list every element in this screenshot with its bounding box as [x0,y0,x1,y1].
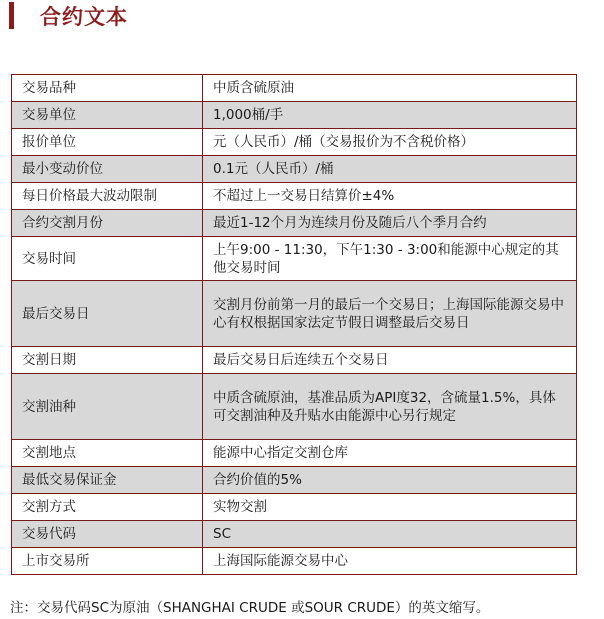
table-row [12,347,577,374]
table-row [12,467,577,494]
table-row [12,183,577,210]
row-label: 交易代码 [12,521,203,548]
page-title: 合约文本 [40,5,128,29]
footnote: 注：交易代码SC为原油（SHANGHAI CRUDE 或SOUR CRUDE）的英文缩写。 [10,600,490,616]
row-value: 最后交易日后连续五个交易日 [203,347,577,374]
table-row [12,440,577,467]
table-row [12,237,577,281]
row-value: 上午9:00 - 11:30，下午1:30 - 3:00和能源中心规定的其他交易时间 [203,237,577,281]
row-value: 0.1元（人民币）/桶 [203,156,577,183]
row-label: 最后交易日 [12,281,203,347]
row-label: 报价单位 [12,129,203,156]
row-value: 交割月份前第一月的最后一个交易日；上海国际能源交易中心有权根据国家法定节假日调整最后交易日 [203,281,577,347]
table-row [12,494,577,521]
contract-spec-table [11,74,577,575]
row-label: 合约交割月份 [12,210,203,237]
row-label: 交易单位 [12,102,203,129]
row-value: 能源中心指定交割仓库 [203,440,577,467]
table-row [12,548,577,575]
row-value: 上海国际能源交易中心 [203,548,577,575]
row-label: 交割日期 [12,347,203,374]
row-label: 上市交易所 [12,548,203,575]
row-value: 中质含硫原油 [203,75,577,102]
row-label: 交割方式 [12,494,203,521]
row-value: SC [203,521,577,548]
table-row [12,129,577,156]
table-row [12,102,577,129]
row-label: 交割地点 [12,440,203,467]
row-label: 最小变动价位 [12,156,203,183]
row-label: 每日价格最大波动限制 [12,183,203,210]
table-row [12,281,577,347]
row-label: 最低交易保证金 [12,467,203,494]
row-label: 交易品种 [12,75,203,102]
title-accent-bar [9,2,14,29]
row-value: 1,000桶/手 [203,102,577,129]
row-value: 实物交割 [203,494,577,521]
row-value: 最近1-12个月为连续月份及随后八个季月合约 [203,210,577,237]
row-value: 不超过上一交易日结算价±4% [203,183,577,210]
table-row [12,156,577,183]
row-label: 交割油种 [12,374,203,440]
table-row [12,374,577,440]
row-value: 中质含硫原油，基准品质为API度32，含硫量1.5%，具体可交割油种及升贴水由能源中心另行规定 [203,374,577,440]
table-row [12,521,577,548]
table-row [12,75,577,102]
row-label: 交易时间 [12,237,203,281]
row-value: 元（人民币）/桶（交易报价为不含税价格） [203,129,577,156]
table-row [12,210,577,237]
row-value: 合约价值的5% [203,467,577,494]
